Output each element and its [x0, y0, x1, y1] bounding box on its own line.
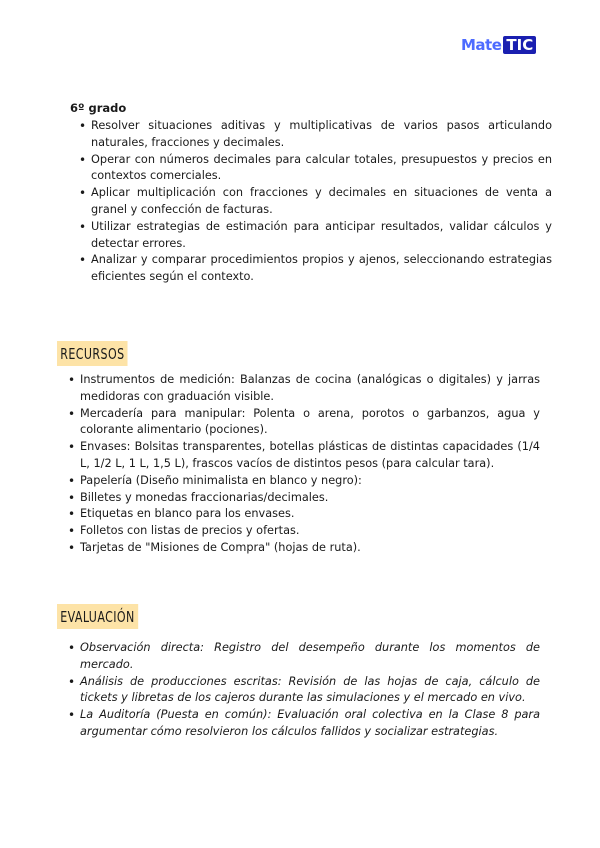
list-item: • Papelería (Diseño minimalista en blanco y negro): — [80, 473, 540, 490]
list-item: • Mercadería para manipular: Polenta o arena, porotos o garbanzos, agua y colorante alimentario (pociones). — [80, 406, 540, 440]
grade-objectives-list — [70, 118, 552, 286]
recursos-heading: RECURSOS — [57, 341, 128, 366]
list-item: • Operar con números decimales para calcular totales, presupuestos y precios en contextos comerciales. — [91, 152, 552, 186]
logo-text-mate: Mate — [461, 36, 502, 54]
list-item: • Billetes y monedas fraccionarias/decimales. — [80, 490, 540, 507]
evaluacion-heading: EVALUACIÓN — [57, 604, 138, 629]
list-item: • Resolver situaciones aditivas y multiplicativas de varios pasos articulando naturales, fracciones y decimales. — [91, 118, 552, 152]
list-item: • Observación directa: Registro del desempeño durante los momentos de mercado. — [80, 640, 540, 674]
list-item: • Instrumentos de medición: Balanzas de cocina (analógicas o digitales) y jarras medidoras con graduación visible. — [80, 372, 540, 406]
list-item: • Utilizar estrategias de estimación para anticipar resultados, validar cálculos y detectar errores. — [91, 219, 552, 253]
list-item: • Folletos con listas de precios y ofertas. — [80, 523, 540, 540]
list-item: • La Auditoría (Puesta en común): Evaluación oral colectiva en la Clase 8 para argumentar cómo resolvieron los cálculos fallidos y socializar estrategias. — [80, 707, 540, 741]
list-item: • Aplicar multiplicación con fracciones y decimales en situaciones de venta a granel y confección de facturas. — [91, 185, 552, 219]
evaluacion-list — [80, 640, 540, 741]
evaluacion-section — [80, 640, 540, 741]
list-item: • Envases: Bolsitas transparentes, botellas plásticas de distintas capacidades (1/4 L, 1/2 L, 1 L, 1,5 L), frascos vacíos de distintos pesos (para calcular tara). — [80, 439, 540, 473]
list-item: • Tarjetas de "Misiones de Compra" (hojas de ruta). — [80, 540, 540, 557]
matetic-logo — [461, 36, 536, 54]
list-item: • Etiquetas en blanco para los envases. — [80, 506, 540, 523]
grade-section — [70, 101, 552, 286]
grade-title: 6º grado — [70, 101, 127, 115]
recursos-section — [80, 372, 540, 557]
list-item: • Análisis de producciones escritas: Revisión de las hojas de caja, cálculo de tickets y libretas de los cajeros durante las simulaciones y el mercado en vivo. — [80, 674, 540, 708]
logo-text-tic: TIC — [503, 36, 536, 54]
list-item: • Analizar y comparar procedimientos propios y ajenos, seleccionando estrategias eficientes según el contexto. — [91, 252, 552, 286]
recursos-list — [80, 372, 540, 557]
